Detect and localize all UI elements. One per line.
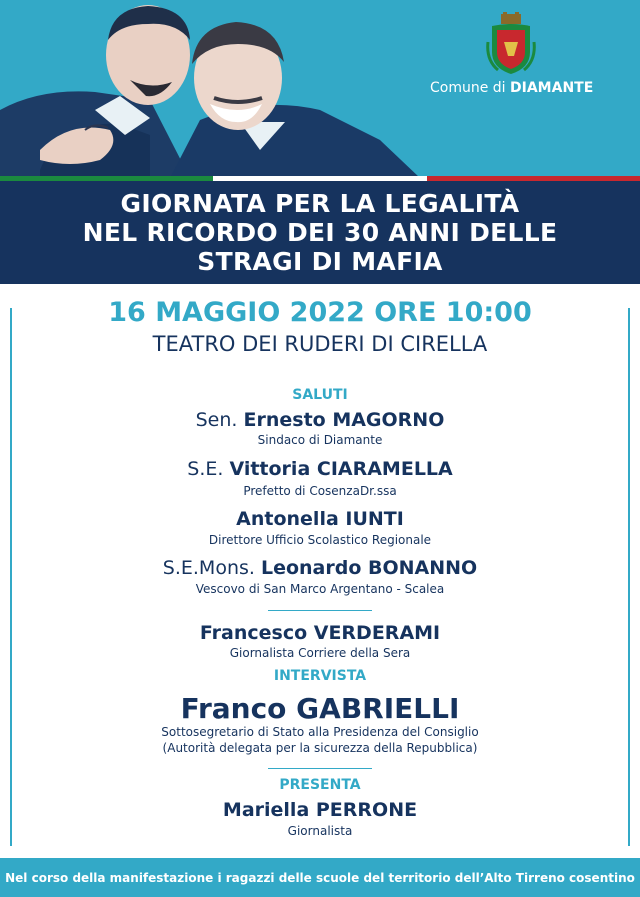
title-line-3: STRAGI DI MAFIA [197, 247, 443, 276]
speaker-role: Direttore Ufficio Scolastico Regionale [208, 533, 432, 547]
speaker-name [0, 508, 640, 530]
footer-banner [0, 858, 640, 897]
interviewer-role: Giornalista Corriere della Sera [229, 646, 411, 660]
speaker-title: S.E. [187, 458, 230, 480]
speaker-title: S.E.Mons. [162, 557, 261, 579]
header-banner [0, 0, 640, 178]
interviewer-name [0, 622, 640, 644]
guest-name: Franco GABRIELLI [180, 692, 460, 725]
comune-name: DIAMANTE [510, 80, 594, 96]
interviewer-fullname: Francesco VERDERAMI [199, 622, 441, 644]
section-divider [268, 768, 372, 769]
speaker-role: Prefetto di CosenzaDr.ssa [243, 484, 397, 498]
speaker-name [0, 557, 640, 579]
title-line-1: GIORNATA PER LA LEGALITÀ [120, 189, 520, 218]
speaker-fullname: Leonardo BONANNO [260, 557, 478, 579]
comune-crest-icon [486, 12, 536, 78]
comune-label [430, 80, 630, 96]
event-venue: TEATRO DEI RUDERI DI CIRELLA [152, 332, 488, 356]
guest-role-line-1: Sottosegretario di Stato alla Presidenza del Consiglio [161, 725, 479, 739]
intervista-label: INTERVISTA [273, 668, 367, 684]
presenter-fullname: Mariella PERRONE [222, 799, 418, 821]
speaker-name [0, 458, 640, 480]
presenta-label: PRESENTA [279, 777, 361, 793]
event-date: 16 MAGGIO 2022 ORE 10:00 [108, 297, 532, 328]
speaker-role: Vescovo di San Marco Argentano - Scalea [195, 582, 445, 596]
speaker-fullname: Ernesto MAGORNO [243, 409, 445, 431]
saluti-label: SALUTI [292, 387, 348, 403]
speaker-name [0, 409, 640, 431]
footer-text: Nel corso della manifestazione i ragazzi delle scuole del territorio dell’Alto Tirreno cosentino [5, 870, 635, 885]
title-line-2: NEL RICORDO DEI 30 ANNI DELLE [82, 218, 558, 247]
title-bar [0, 181, 640, 284]
comune-prefix: Comune di [430, 80, 511, 96]
section-divider [268, 610, 372, 611]
speaker-role: Sindaco di Diamante [257, 433, 383, 447]
speaker-fullname: Vittoria CIARAMELLA [229, 458, 453, 480]
presenter-role: Giornalista [287, 824, 353, 838]
guest-role-line-2: (Autorità delegata per la sicurezza della Repubblica) [162, 741, 478, 755]
speaker-title: Sen. [195, 409, 244, 431]
presenter-name [0, 799, 640, 821]
speaker-fullname: Antonella IUNTI [236, 508, 404, 530]
